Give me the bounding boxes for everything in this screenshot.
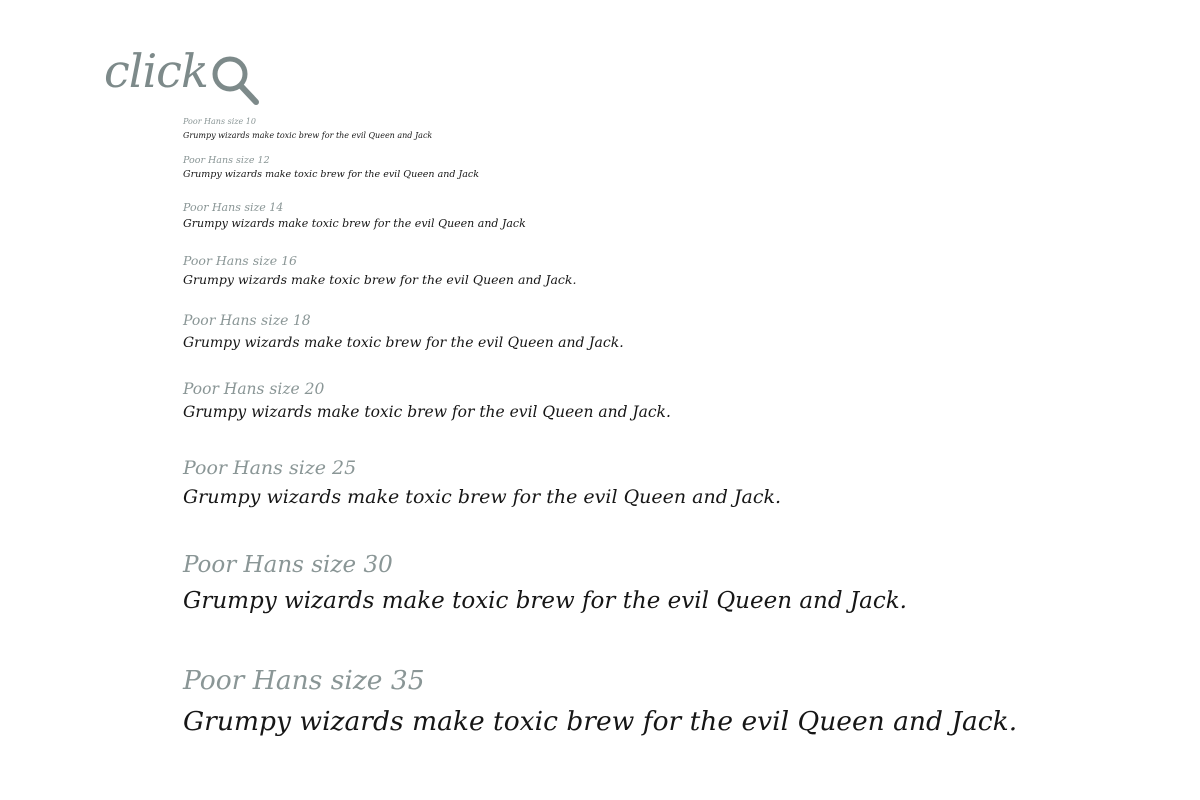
specimen-size-20 — [183, 381, 671, 422]
specimen-label: Poor Hans size 14 — [183, 201, 284, 214]
specimen-sample: Grumpy wizards make toxic brew for the evil Queen and Jack — [183, 169, 480, 181]
specimen-label: Poor Hans size 35 — [183, 665, 425, 696]
specimen-size-12 — [183, 156, 479, 181]
specimen-sample: Grumpy wizards make toxic brew for the evil Queen and Jack. — [183, 271, 577, 287]
specimen-sample: Grumpy wizards make toxic brew for the evil Queen and Jack. — [183, 706, 1018, 738]
specimen-label: Poor Hans size 30 — [183, 552, 393, 578]
specimen-size-10 — [183, 118, 432, 140]
specimen-size-30 — [183, 553, 907, 615]
specimen-size-16 — [183, 254, 576, 287]
specimen-label: Poor Hans size 20 — [183, 380, 325, 398]
specimen-sample: Grumpy wizards make toxic brew for the evil Queen and Jack — [183, 130, 433, 140]
specimen-sample: Grumpy wizards make toxic brew for the evil Queen and Jack. — [183, 485, 782, 508]
specimen-size-35 — [183, 666, 1017, 738]
specimen-size-18 — [183, 314, 624, 351]
specimen-label: Poor Hans size 12 — [183, 155, 270, 166]
specimen-label: Poor Hans size 25 — [183, 457, 357, 479]
specimen-sample: Grumpy wizards make toxic brew for the evil Queen and Jack. — [183, 335, 624, 352]
specimen-sample: Grumpy wizards make toxic brew for the evil Queen and Jack. — [183, 403, 671, 422]
font-specimen-list — [183, 0, 1143, 800]
specimen-sample: Grumpy wizards make toxic brew for the evil Queen and Jack. — [183, 588, 907, 615]
specimen-label: Poor Hans size 10 — [183, 117, 256, 126]
specimen-size-25 — [183, 458, 781, 509]
specimen-label: Poor Hans size 16 — [183, 253, 297, 268]
specimen-sample: Grumpy wizards make toxic brew for the evil Queen and Jack — [183, 217, 526, 231]
click-label: click — [104, 44, 208, 98]
specimen-size-14 — [183, 202, 526, 231]
specimen-label: Poor Hans size 18 — [183, 313, 311, 329]
